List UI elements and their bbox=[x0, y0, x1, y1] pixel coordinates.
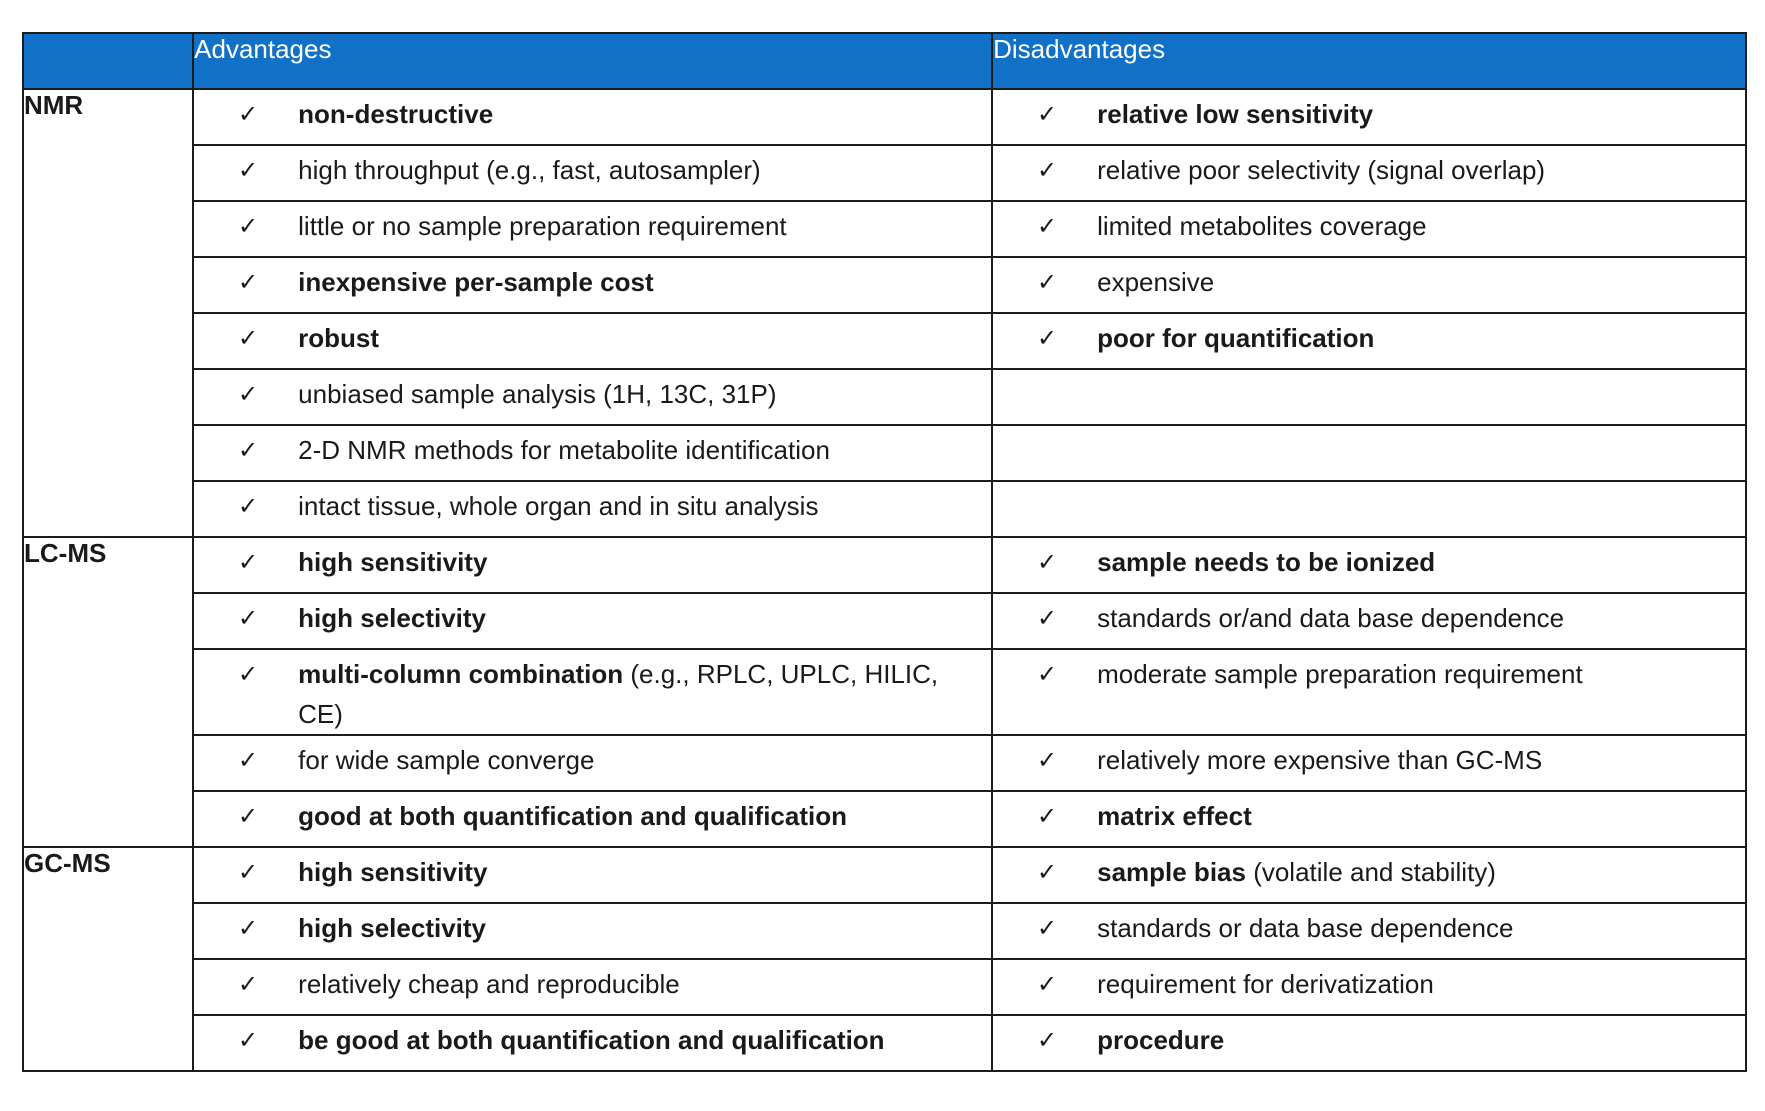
disadvantage-item bbox=[993, 314, 1745, 358]
emphasized-text: inexpensive per-sample cost bbox=[298, 267, 654, 297]
table-row bbox=[23, 257, 1746, 313]
plain-text: relative poor selectivity (signal overlap) bbox=[1097, 155, 1546, 185]
header-advantages: Advantages bbox=[193, 33, 992, 89]
plain-text: relatively cheap and reproducible bbox=[298, 969, 680, 999]
emphasized-text: high sensitivity bbox=[298, 857, 488, 887]
header-corner bbox=[23, 33, 193, 89]
disadvantage-cell bbox=[992, 959, 1746, 1015]
advantage-text bbox=[298, 908, 991, 948]
emphasized-text: be good at both quantification and qualification bbox=[298, 1025, 885, 1055]
header-disadvantages: Disadvantages bbox=[992, 33, 1746, 89]
disadvantage-cell bbox=[992, 313, 1746, 369]
disadvantage-text bbox=[1097, 542, 1745, 582]
header-row bbox=[23, 33, 1746, 89]
comparison-table bbox=[22, 32, 1747, 1072]
advantage-cell bbox=[193, 847, 992, 903]
advantage-cell bbox=[193, 537, 992, 593]
advantage-cell bbox=[193, 89, 992, 145]
advantage-cell bbox=[193, 903, 992, 959]
disadvantage-text bbox=[1097, 964, 1745, 1004]
disadvantage-item bbox=[993, 792, 1745, 836]
plain-text: (volatile and stability) bbox=[1245, 857, 1496, 887]
checkmark-icon: ✓ bbox=[1037, 269, 1058, 296]
advantage-item bbox=[194, 1016, 991, 1060]
disadvantage-text bbox=[1097, 94, 1745, 134]
advantage-cell bbox=[193, 313, 992, 369]
checkmark-icon: ✓ bbox=[1037, 971, 1058, 998]
advantage-cell bbox=[193, 145, 992, 201]
disadvantage-text bbox=[1097, 262, 1745, 302]
checkmark-icon: ✓ bbox=[238, 493, 259, 520]
advantage-text bbox=[298, 318, 991, 358]
disadvantage-item bbox=[993, 538, 1745, 582]
checkmark-icon: ✓ bbox=[238, 971, 259, 998]
plain-text: intact tissue, whole organ and in situ analysis bbox=[298, 491, 819, 521]
disadvantage-item bbox=[993, 1016, 1745, 1060]
disadvantage-cell bbox=[992, 649, 1746, 735]
checkmark-icon: ✓ bbox=[238, 605, 259, 632]
checkmark-icon: ✓ bbox=[238, 437, 259, 464]
checkmark-icon: ✓ bbox=[1037, 747, 1058, 774]
emphasized-text: non-destructive bbox=[298, 99, 494, 129]
checkmark-icon: ✓ bbox=[238, 325, 259, 352]
advantage-cell bbox=[193, 425, 992, 481]
disadvantage-cell bbox=[992, 847, 1746, 903]
disadvantage-text bbox=[1097, 318, 1745, 358]
table-row bbox=[23, 369, 1746, 425]
disadvantage-cell bbox=[992, 89, 1746, 145]
advantage-text bbox=[298, 964, 991, 1004]
plain-text: standards or data base dependence bbox=[1097, 913, 1514, 943]
checkmark-icon: ✓ bbox=[238, 915, 259, 942]
disadvantage-item bbox=[993, 258, 1745, 302]
advantage-text bbox=[298, 598, 991, 638]
table-row bbox=[23, 903, 1746, 959]
table-row bbox=[23, 89, 1746, 145]
table-row bbox=[23, 735, 1746, 791]
technique-label: GC-MS bbox=[23, 847, 193, 1071]
disadvantage-cell bbox=[992, 537, 1746, 593]
checkmark-icon: ✓ bbox=[1037, 915, 1058, 942]
disadvantage-item bbox=[993, 736, 1745, 780]
advantage-item bbox=[194, 202, 991, 246]
emphasized-text: high selectivity bbox=[298, 603, 486, 633]
plain-text: moderate sample preparation requirement bbox=[1097, 659, 1583, 689]
table-row bbox=[23, 791, 1746, 847]
table-row bbox=[23, 201, 1746, 257]
table-row bbox=[23, 959, 1746, 1015]
advantage-text bbox=[298, 206, 991, 246]
disadvantage-cell bbox=[992, 791, 1746, 847]
advantage-item bbox=[194, 426, 991, 470]
disadvantage-cell bbox=[992, 481, 1746, 537]
checkmark-icon: ✓ bbox=[238, 213, 259, 240]
table-row bbox=[23, 649, 1746, 735]
advantage-cell bbox=[193, 481, 992, 537]
disadvantage-item bbox=[993, 650, 1745, 694]
table-row bbox=[23, 847, 1746, 903]
checkmark-icon: ✓ bbox=[1037, 213, 1058, 240]
emphasized-text: poor for quantification bbox=[1097, 323, 1375, 353]
advantage-text bbox=[298, 374, 991, 414]
checkmark-icon: ✓ bbox=[1037, 325, 1058, 352]
checkmark-icon: ✓ bbox=[238, 661, 259, 688]
table-body bbox=[23, 89, 1746, 1071]
emphasized-text: sample needs to be ionized bbox=[1097, 547, 1436, 577]
checkmark-icon: ✓ bbox=[238, 549, 259, 576]
advantage-item bbox=[194, 258, 991, 302]
advantage-cell bbox=[193, 791, 992, 847]
disadvantage-cell bbox=[992, 425, 1746, 481]
table-row bbox=[23, 593, 1746, 649]
disadvantage-cell bbox=[992, 735, 1746, 791]
disadvantage-item bbox=[993, 146, 1745, 190]
emphasized-text: procedure bbox=[1097, 1025, 1225, 1055]
table-row bbox=[23, 145, 1746, 201]
advantage-text bbox=[298, 430, 991, 470]
advantage-cell bbox=[193, 593, 992, 649]
checkmark-icon: ✓ bbox=[1037, 1027, 1058, 1054]
checkmark-icon: ✓ bbox=[238, 747, 259, 774]
checkmark-icon: ✓ bbox=[238, 269, 259, 296]
table-row bbox=[23, 1015, 1746, 1071]
checkmark-icon: ✓ bbox=[238, 381, 259, 408]
advantage-item bbox=[194, 736, 991, 780]
disadvantage-text bbox=[1097, 150, 1745, 190]
disadvantage-text bbox=[1097, 598, 1745, 638]
disadvantage-item bbox=[993, 90, 1745, 134]
plain-text: relatively more expensive than GC-MS bbox=[1097, 745, 1543, 775]
disadvantage-item bbox=[993, 594, 1745, 638]
advantage-cell bbox=[193, 735, 992, 791]
disadvantage-item bbox=[993, 848, 1745, 892]
advantage-text bbox=[298, 740, 991, 780]
advantage-text bbox=[298, 542, 991, 582]
checkmark-icon: ✓ bbox=[238, 157, 259, 184]
advantage-text bbox=[298, 1020, 991, 1060]
disadvantage-text bbox=[1097, 796, 1745, 836]
advantage-item bbox=[194, 848, 991, 892]
advantage-text bbox=[298, 150, 991, 190]
emphasized-text: high selectivity bbox=[298, 913, 486, 943]
checkmark-icon: ✓ bbox=[238, 803, 259, 830]
advantage-item bbox=[194, 482, 991, 526]
advantage-cell bbox=[193, 959, 992, 1015]
plain-text: requirement for derivatization bbox=[1097, 969, 1434, 999]
disadvantage-text bbox=[1097, 740, 1745, 780]
disadvantage-text bbox=[1097, 852, 1745, 892]
emphasized-text: high sensitivity bbox=[298, 547, 488, 577]
checkmark-icon: ✓ bbox=[1037, 859, 1058, 886]
advantage-text bbox=[298, 852, 991, 892]
checkmark-icon: ✓ bbox=[1037, 101, 1058, 128]
plain-text: little or no sample preparation requirement bbox=[298, 211, 787, 241]
disadvantage-cell bbox=[992, 1015, 1746, 1071]
emphasized-text: good at both quantification and qualification bbox=[298, 801, 847, 831]
advantage-text bbox=[298, 94, 991, 134]
advantage-item bbox=[194, 538, 991, 582]
advantage-text bbox=[298, 486, 991, 526]
table-row bbox=[23, 425, 1746, 481]
technique-label: LC-MS bbox=[23, 537, 193, 847]
advantage-text bbox=[298, 262, 991, 302]
checkmark-icon: ✓ bbox=[1037, 549, 1058, 576]
advantage-item bbox=[194, 594, 991, 638]
disadvantage-text bbox=[1097, 206, 1745, 246]
checkmark-icon: ✓ bbox=[1037, 157, 1058, 184]
advantage-cell bbox=[193, 369, 992, 425]
emphasized-text: matrix effect bbox=[1097, 801, 1252, 831]
emphasized-text: relative low sensitivity bbox=[1097, 99, 1374, 129]
checkmark-icon: ✓ bbox=[1037, 605, 1058, 632]
advantage-item bbox=[194, 650, 991, 734]
advantage-item bbox=[194, 90, 991, 134]
emphasized-text: robust bbox=[298, 323, 380, 353]
disadvantage-cell bbox=[992, 593, 1746, 649]
disadvantage-text bbox=[1097, 1020, 1745, 1060]
plain-text: (e.g., RPLC, UPLC, HILIC, CE) bbox=[298, 659, 939, 729]
disadvantage-cell bbox=[992, 145, 1746, 201]
table-row bbox=[23, 537, 1746, 593]
disadvantage-item bbox=[993, 904, 1745, 948]
disadvantage-text bbox=[1097, 654, 1745, 694]
advantage-item bbox=[194, 904, 991, 948]
disadvantage-item bbox=[993, 960, 1745, 1004]
advantage-text bbox=[298, 654, 991, 734]
checkmark-icon: ✓ bbox=[238, 859, 259, 886]
emphasized-text: sample bias bbox=[1097, 857, 1246, 887]
checkmark-icon: ✓ bbox=[1037, 803, 1058, 830]
disadvantage-text bbox=[1097, 908, 1745, 948]
disadvantage-cell bbox=[992, 201, 1746, 257]
table-row bbox=[23, 481, 1746, 537]
checkmark-icon: ✓ bbox=[1037, 661, 1058, 688]
disadvantage-cell bbox=[992, 369, 1746, 425]
advantage-cell bbox=[193, 257, 992, 313]
advantage-cell bbox=[193, 649, 992, 735]
advantage-item bbox=[194, 314, 991, 358]
plain-text: standards or/and data base dependence bbox=[1097, 603, 1565, 633]
plain-text: limited metabolites coverage bbox=[1097, 211, 1427, 241]
disadvantage-cell bbox=[992, 903, 1746, 959]
advantage-item bbox=[194, 792, 991, 836]
disadvantage-item bbox=[993, 202, 1745, 246]
plain-text: unbiased sample analysis (1H, 13C, 31P) bbox=[298, 379, 777, 409]
checkmark-icon: ✓ bbox=[238, 101, 259, 128]
emphasized-text: multi-column combination bbox=[298, 659, 624, 689]
advantage-item bbox=[194, 146, 991, 190]
technique-label: NMR bbox=[23, 89, 193, 537]
plain-text: expensive bbox=[1097, 267, 1215, 297]
table-row bbox=[23, 313, 1746, 369]
advantage-text bbox=[298, 796, 991, 836]
advantage-cell bbox=[193, 201, 992, 257]
plain-text: 2-D NMR methods for metabolite identification bbox=[298, 435, 830, 465]
advantage-item bbox=[194, 370, 991, 414]
checkmark-icon: ✓ bbox=[238, 1027, 259, 1054]
plain-text: for wide sample converge bbox=[298, 745, 595, 775]
advantage-cell bbox=[193, 1015, 992, 1071]
disadvantage-cell bbox=[992, 257, 1746, 313]
plain-text: high throughput (e.g., fast, autosampler) bbox=[298, 155, 761, 185]
advantage-item bbox=[194, 960, 991, 1004]
